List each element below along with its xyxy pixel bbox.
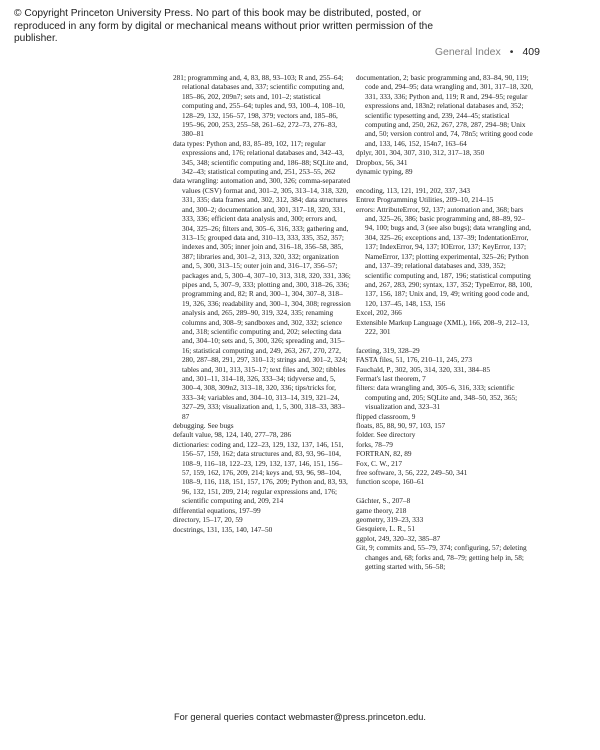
index-entry: documentation, 2; basic programming and, 83–84, 90, 119; code and, 294–95; data wrangling and, 301, 317–18, 320, 331, 333, 336; Python and, 119; R and, 294–95; regular expressions and, 183n2; relational databases and, 352; scientific typesetting and, 239, 244–45; statistical computing and, 250, 262, 267, 278, 287, 294–98; Unix and, 50; version control and, 74, 78n5; writing good code and, 133, 146, 152, 154n7, 163–64 [356,73,533,148]
index-entry: docstrings, 131, 135, 140, 147–50 [173,524,273,534]
index-entry: 281; programming and, 4, 83, 88, 93–103; R and, 255–64; relational databases and, 337; scientific computing and, 185–86, 202, 209n7; sets and, 101–2; statistical computing and, 255–64; tuples and, 93, 100–4, 108–10, 128–29, 132, 156–57, 198, 379; vectors and, 185–86, 195–96, 200, 253, 255–58, 261–62, 272–73, 276–83, 380–81 [173,73,345,139]
index-entry: default value, 98, 124, 140, 277–78, 286 [173,430,292,440]
index-entry: data wrangling: automation and, 300, 326; comma-separated values (CSV) format and, 301–2, 305, 313–14, 318, 320, 331, 335; data frames and, 302, 312, 384; data structures and, 300–2; documentation and, 301, 317–18, 320, 331, 333, 336; efficient data analysis and, 300; errors and, 304, 325–26; filters and, 305–6, 316, 333; gathering and, 313–15; grouped data and, 310–13, 333, 335, 352, 357; indexes and, 305; inner join and, 316–18, 356–58, 385, 387; libraries and, 301–2, 313, 320, 332; organization and, 5, 300, 313–15; outer join and, 316–17, 356–57; packages and, 5, 300–4, 307–10, 313, 318, 320, 331, 336; pipes and, 5, 307–9, 333; plotting and, 300, 318–26, 336; programming and, 82; R and, 300–1, 304, 307–8, 318–19, 326, 336; readability and, 300–1, 304, 308; regression analysis and, 265, 289–90, 319, 324, 335; renaming columns and, 308–9; sandboxes and, 302, 332; science and, 318; scientific computing and, 202; selecting data and, 304–10; sets and, 5, 300, 326; spreading and, 315–16; statistical computing and, 249, 263, 267, 270, 272, 280, 287–88, 291, 297, 310–13; strings and, 301–2, 324; tables and, 301, 313, 315–17; text files and, 302; tibbles and, 301–11, 314–18, 326, 333–34; tidyverse and, 5, 300–4, 308, 309n2, 313–18, 320, 336; tips/tricks for, 333–34; variables and, 304–10, 313–14, 319, 321–24, 327–29, 333; visualization and, 1, 5, 300, 318–33, 383–87 [173,176,351,421]
index-entry: Gächter, S., 207–8 [356,496,411,506]
index-entry: dynamic typing, 89 [356,167,413,177]
index-entry: dplyr, 301, 304, 307, 310, 312, 317–18, 350 [356,148,485,158]
index-entry: FORTRAN, 82, 89 [356,449,412,459]
index-entry: Gesquiere, L. R., 51 [356,524,415,534]
footer-contact: For general queries contact webmaster@press.princeton.edu. [174,712,426,722]
index-entry: Fermat's last theorem, 7 [356,373,426,383]
index-entry: data types: Python and, 83, 85–89, 102, 117; regular expressions and, 176; relational databases and, 342–43, 345, 348; scientific computing and, 186–88; SQLite and, 342–43; statistical computing and, 251, 253–55, 262 [173,138,349,177]
index-column-right [356,73,534,571]
index-column-left [173,73,351,534]
index-entry: Entrez Programming Utilities, 209–10, 214–15 [356,195,494,205]
index-entry: errors: AttributeError, 92, 137; automation and, 368; bars and, 325–26, 386; basic programming and, 88–89, 92–94, 100; bugs and, 3 (see also bugs); data wrangling and, 304, 325–26; exceptions and, 137–39; IndentationError, 137; IndexError, 94, 137; IOError, 137; KeyError, 137; NameError, 137; plotting experimental, 325–26; Python and, 137–39; relational databases and, 339, 352; scientific computing and, 187, 196; statistical computing and, 267, 283, 290; syntax, 137, 352; TypeError, 88, 100, 137, 156, 187; Unix and, 19, 49; writing good code and, 120, 137–45, 148, 153, 156 [356,204,533,308]
running-head [435,46,540,58]
index-entry: Fox, C. W., 217 [356,458,403,468]
index-entry: Fauchald, P., 302, 305, 314, 320, 331, 384–85 [356,364,490,374]
index-entry: floats, 85, 88, 90, 97, 103, 157 [356,421,446,430]
index-entry: folder. See directory [356,430,416,440]
page-number: 409 [522,46,540,58]
index-entry: Dropbox, 56, 341 [356,157,408,167]
copyright-notice: © Copyright Princeton University Press. No part of this book may be distributed, posted, or reproduced in any form by digital or mechanical means without prior written permission of the publisher. [14,8,434,45]
index-entry: Extensible Markup Language (XML), 166, 208–9, 212–13, 222, 301 [356,317,530,336]
index-entry: ggplot, 249, 320–32, 385–87 [356,533,441,543]
index-entry: debugging. See bugs [173,421,234,431]
index-entry: forks, 78–79 [356,439,393,449]
index-entry: Excel, 202, 366 [356,308,402,318]
index-entry: flipped classroom, 9 [356,411,416,421]
index-entry: Git, 9; commits and, 55–79, 374; configuring, 57; deleting changes and, 68; forks and, 78–79; getting help in, 58; getting started with, 56–58; [356,543,527,572]
index-entry: differential equations, 197–99 [173,505,261,515]
index-entry: geometry, 319–23, 333 [356,515,424,525]
index-entry: FASTA files, 51, 176, 210–11, 245, 273 [356,355,472,365]
index-entry: faceting, 319, 328–29 [356,345,420,355]
index-entry: function scope, 160–61 [356,477,425,487]
index-entry: encoding, 113, 121, 191, 202, 337, 343 [356,185,471,195]
index-entry: game theory, 218 [356,505,407,515]
index-entry: directory, 15–17, 20, 59 [173,515,243,525]
index-entry: filters: data wrangling and, 305–6, 316, 333; scientific computing and, 205; SQLite and, 348–50, 352, 365; visualization and, 323–31 [356,383,518,412]
index-entry: free software, 3, 56, 222, 249–50, 341 [356,468,468,478]
section-title: General Index [434,46,501,58]
bullet-separator: • [509,46,514,58]
index-entry: dictionaries: coding and, 122–23, 129, 132, 137, 146, 151, 156–57, 159, 162; data structures and, 83, 93, 96–104, 108–9, 116–18, 122–23, 129, 132, 137, 146, 151, 156–57, 159, 162, 176, 209, 214; keys and, 93, 96, 98–104, 108–9, 116, 118, 151, 157, 176, 209; Python and, 83, 93, 96, 132, 151, 209, 214; regular expressions and, 176; scientific computing and, 209, 214 [173,439,348,506]
